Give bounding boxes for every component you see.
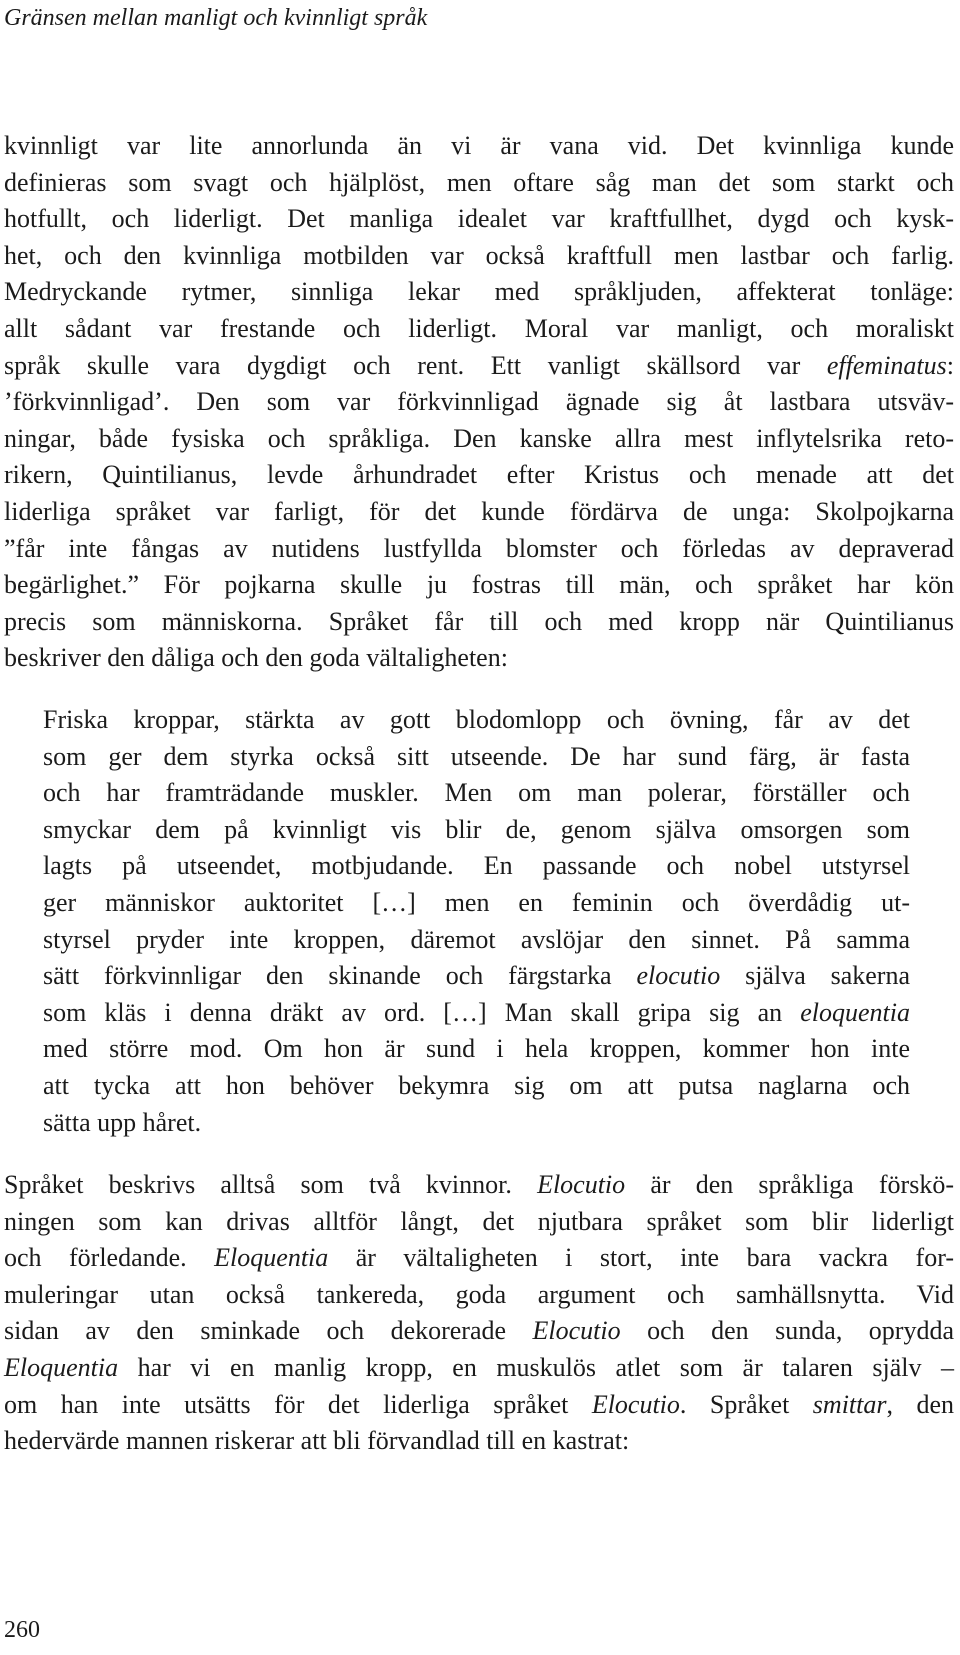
text-run: som ger dem styrka också sitt utseende. De har sund färg, är fasta <box>43 741 910 771</box>
italic-term: effeminatus <box>826 350 947 380</box>
text-line <box>43 995 910 1032</box>
text-run: är den språkliga förskö- <box>625 1170 954 1199</box>
italic-term: Eloquentia <box>214 1243 329 1273</box>
text-run: själva sakerna <box>720 961 910 991</box>
text-run: sätta upp håret. <box>43 1107 202 1137</box>
text-run: smyckar dem på kvinnligt vis blir de, genom själva omsorgen som <box>43 814 910 844</box>
text-run: ger människor auktoritet […] men en feminin och överdådig ut- <box>43 887 910 917</box>
text-line <box>4 640 954 677</box>
text-run: hedervärde mannen riskerar att bli förvandlad till en kastrat: <box>4 1426 630 1456</box>
text-line <box>4 128 954 165</box>
text-line <box>4 238 954 275</box>
text-run: sidan av den sminkade och dekorerade <box>4 1316 533 1346</box>
text-line <box>43 1105 910 1142</box>
text-run: : <box>946 350 954 380</box>
text-line <box>4 1387 954 1424</box>
text-line <box>4 311 954 348</box>
text-run: språk skulle vara dygdigt och rent. Ett vanligt skällsord var <box>4 350 827 380</box>
text-run: ’förkvinnligad’. Den som var förkvinnligad ägnade sig åt lastbara utsväv- <box>4 387 954 417</box>
text-line <box>43 702 910 739</box>
text-run: begärlighet.” För pojkarna skulle ju fostras till män, och språket har kön <box>4 570 954 600</box>
text-line <box>4 531 954 568</box>
italic-term: eloquentia <box>800 997 910 1027</box>
text-line <box>4 1313 954 1350</box>
text-line <box>4 274 954 311</box>
text-run: och har framträdande muskler. Men om man polerar, förställer och <box>43 778 910 808</box>
text-run: het, och den kvinnliga motbilden var också kraftfull men lastbar och farlig. <box>4 240 954 270</box>
text-run: beskriver den dåliga och den goda vältaligheten: <box>4 643 508 673</box>
text-line <box>4 1240 954 1277</box>
block-quote <box>43 702 910 1141</box>
text-run: Medryckande rytmer, sinnliga lekar med språkljuden, affekterat tonläge: <box>4 277 954 307</box>
text-line <box>4 1277 954 1314</box>
text-run: lagts på utseendet, motbjudande. En passande och nobel utstyrsel <box>43 851 910 881</box>
italic-term: Eloquentia <box>4 1352 119 1382</box>
italic-term: Elocutio <box>591 1389 680 1419</box>
text-line <box>4 457 954 494</box>
text-line <box>4 604 954 641</box>
text-run: styrsel pryder inte kroppen, däremot avslöjar den sinnet. På samma <box>43 924 910 954</box>
text-run: ningen som kan drivas alltför långt, det njutbara språket som blir liderligt <box>4 1206 954 1236</box>
text-run: är vältaligheten i stort, inte bara vackra for- <box>328 1243 954 1273</box>
text-run: och den sunda, oprydda <box>620 1316 954 1346</box>
text-line <box>43 1031 910 1068</box>
text-run: har vi en manlig kropp, en muskulös atlet som är talaren själv – <box>118 1352 954 1382</box>
text-run: allt sådant var frestande och liderligt. Moral var manligt, och moraliskt <box>4 313 954 343</box>
text-line <box>43 775 910 812</box>
italic-term: Elocutio <box>537 1170 626 1199</box>
text-run: Språket beskrivs alltså som två kvinnor. <box>4 1170 538 1199</box>
text-run: om han inte utsätts för det liderliga språket <box>4 1389 592 1419</box>
text-run: definieras som svagt och hjälplöst, men oftare såg man det som starkt och <box>4 167 954 197</box>
text-run: precis som människorna. Språket får till och med kropp när Quintilianus <box>4 606 954 636</box>
text-line <box>43 848 910 885</box>
page-number: 260 <box>4 1617 40 1643</box>
text-line <box>4 1350 954 1387</box>
text-run: . Språket <box>679 1389 813 1419</box>
text-run: Friska kroppar, stärkta av gott blodomlopp och övning, får av det <box>43 705 910 734</box>
text-line <box>4 1423 954 1460</box>
text-line <box>43 885 910 922</box>
text-run: sätt förkvinnligar den skinande och färgstarka <box>43 961 637 991</box>
text-line <box>43 958 910 995</box>
text-line <box>4 384 954 421</box>
text-run: ”får inte fångas av nutidens lustfyllda blomster och förledas av depraverad <box>4 533 954 563</box>
text-run: och förledande. <box>4 1243 215 1273</box>
text-run: med större mod. Om hon är sund i hela kroppen, kommer hon inte <box>43 1034 910 1064</box>
text-line <box>4 494 954 531</box>
text-line <box>43 922 910 959</box>
text-run: som kläs i denna dräkt av ord. […] Man skall gripa sig an <box>43 997 801 1027</box>
text-line <box>4 1167 954 1204</box>
text-run: rikern, Quintilianus, levde århundradet efter Kristus och menade att det <box>4 460 954 490</box>
text-run: , den <box>886 1389 955 1419</box>
text-line <box>4 165 954 202</box>
running-head: Gränsen mellan manligt och kvinnligt språk <box>4 5 428 31</box>
text-run: kvinnligt var lite annorlunda än vi är vana vid. Det kvinnliga kunde <box>4 131 954 160</box>
italic-term: Elocutio <box>532 1316 621 1346</box>
italic-term: elocutio <box>636 961 721 991</box>
body-paragraph-2 <box>4 1167 954 1460</box>
text-run: muleringar utan också tankereda, goda argument och samhällsnytta. Vid <box>4 1279 954 1309</box>
text-run: att tycka att hon behöver bekymra sig om att putsa naglarna och <box>43 1070 910 1100</box>
text-run: ningar, både fysiska och språkliga. Den kanske allra mest inflytelsrika reto- <box>4 423 954 453</box>
text-line <box>4 567 954 604</box>
italic-term: smittar <box>812 1389 887 1419</box>
body-paragraph-1 <box>4 128 954 677</box>
text-line <box>4 421 954 458</box>
text-line <box>4 201 954 238</box>
text-run: hotfullt, och liderligt. Det manliga idealet var kraftfullhet, dygd och kysk- <box>4 204 954 234</box>
text-line <box>4 348 954 385</box>
text-run: liderliga språket var farligt, för det kunde fördärva de unga: Skolpojkarna <box>4 496 954 526</box>
text-line <box>43 739 910 776</box>
text-line <box>43 812 910 849</box>
text-line <box>43 1068 910 1105</box>
text-line <box>4 1204 954 1241</box>
